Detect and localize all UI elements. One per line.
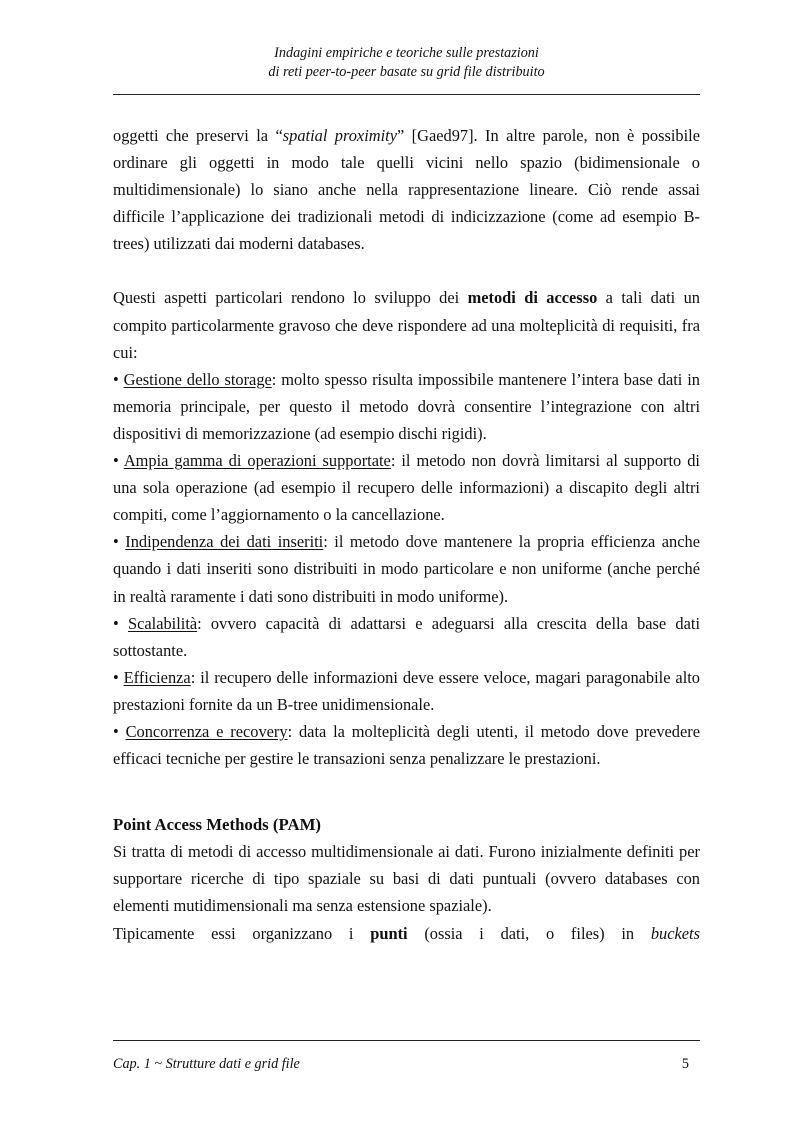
bullet-text: : il recupero delle informazioni deve essere veloce, magari paragonabile alto prestazioni fornite da un B-tree unidimensionale. <box>113 667 700 714</box>
para1-italic-term: spatial proximity <box>282 126 397 145</box>
para2-text-a: Questi aspetti particolari rendono lo sviluppo dei <box>113 288 468 308</box>
bullet-item <box>113 366 700 447</box>
bullet-text: : il metodo non dovrà limitarsi al supporto di una sola operazione (ad esempio il recupero delle informazioni) a discapito degli altri compiti, come l’aggiornamento o la cancellazione. <box>113 451 700 525</box>
header-line-1: Indagini empiriche e teoriche sulle prestazioni <box>274 45 539 61</box>
bullet-mark: • <box>113 451 124 471</box>
bullet-term: Indipendenza dei dati inseriti <box>125 532 324 552</box>
bullet-mark: • <box>113 369 124 389</box>
bullet-mark: • <box>113 532 126 552</box>
footer-divider <box>113 1040 700 1041</box>
pam-italic-term: buckets <box>650 923 700 943</box>
bullet-item <box>113 528 700 609</box>
bullet-text: : ovvero capacità di adattarsi e adeguarsi alla crescita della base dati sottostante. <box>113 613 700 660</box>
pam-bold-term: punti <box>370 923 408 943</box>
paragraph-gap <box>113 257 700 284</box>
paragraph-access-methods <box>113 284 700 365</box>
bullet-mark: • <box>113 667 124 687</box>
page-body <box>113 122 700 947</box>
page-number: 5 <box>681 1056 689 1072</box>
bullet-item <box>113 447 700 528</box>
paragraph-spatial-proximity <box>113 122 700 257</box>
pam-text-b: (ossia i dati, o files) in <box>407 923 651 943</box>
bullet-mark: • <box>113 613 128 633</box>
para2-bold-term: metodi di accesso <box>467 288 598 308</box>
bullet-item <box>113 610 700 664</box>
paragraph-gap <box>113 772 700 799</box>
bullet-term: Efficienza <box>123 667 191 687</box>
paragraph-pam-definition: Si tratta di metodi di accesso multidimensionale ai dati. Furono inizialmente definiti per supportare ricerche di tipo spaziale su basi di dati puntuali (ovvero databases con elementi mutidimensionali ma senza estensione spaziale). <box>113 842 700 916</box>
pam-text-a: Tipicamente essi organizzano i <box>113 923 371 943</box>
paragraph-pam-buckets <box>113 920 700 947</box>
section-heading: Point Access Methods (PAM) <box>113 815 322 835</box>
footer-chapter: Cap. 1 ~ Strutture dati e grid file <box>113 1056 300 1072</box>
bullet-item <box>113 664 700 718</box>
bullet-term: Concorrenza e recovery <box>125 721 288 741</box>
bullet-text: : data la molteplicità degli utenti, il metodo dove prevedere efficaci tecniche per gestire le transazioni senza penalizzare le prestazioni. <box>113 721 701 769</box>
bullet-item <box>113 718 700 772</box>
para1-text-a: oggetti che preservi la “ <box>113 126 283 145</box>
para2-text-b: a tali dati un compito particolarmente gravoso che deve rispondere ad una molteplicità di requisiti, fra cui: <box>113 288 700 362</box>
bullet-mark: • <box>113 721 126 741</box>
bullet-text: : il metodo dove mantenere la propria efficienza anche quando i dati inseriti sono distribuiti in modo particolare e non uniforme (anche perché in realtà raramente i dati sono distribuiti in modo uniforme). <box>113 532 700 606</box>
bullet-term: Gestione dello storage <box>123 369 272 389</box>
para1-text-b: ” [Gaed97]. In altre parole, non è possibile ordinare gli oggetti in modo tale quelli vicini nello spazio (bidimensionale o multidimensionale) lo siano anche nella rappresentazione lineare. Ciò rende assai difficile l’applicazione dei tradizionali metodi di indicizzazione (come ad esempio B-trees) utilizzati dai moderni databases. <box>113 126 700 254</box>
header-line-2: di reti peer-to-peer basate su grid file distribuito <box>268 63 545 80</box>
header-divider <box>113 94 700 95</box>
bullet-text: : molto spesso risulta impossibile mantenere l’intera base dati in memoria principale, per questo il metodo dovrà consentire l’integrazione con altri dispositivi di memorizzazione (ad esempio dischi rigidi). <box>113 369 700 443</box>
bullet-term: Scalabilità <box>127 613 198 633</box>
running-header <box>113 44 700 81</box>
bullet-term: Ampia gamma di operazioni supportate <box>123 451 391 471</box>
